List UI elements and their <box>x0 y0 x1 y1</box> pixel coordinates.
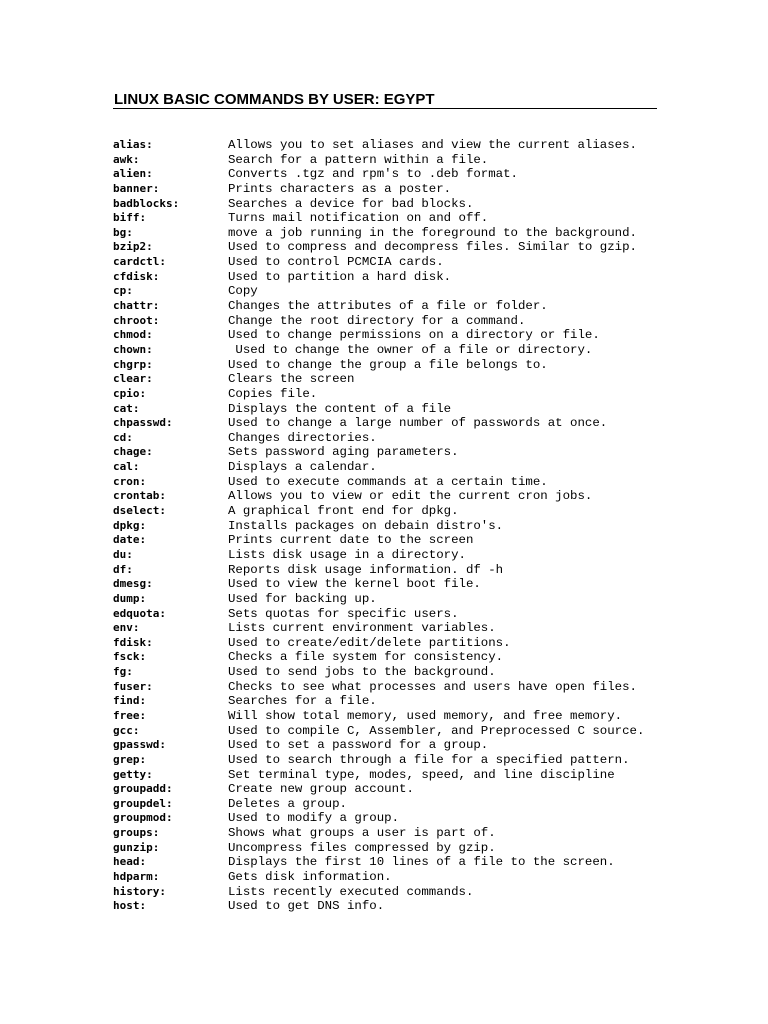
command-description: Used to modify a group. <box>228 811 400 826</box>
command-row <box>113 475 673 490</box>
command-description: Used to execute commands at a certain time. <box>228 474 548 489</box>
command-name: edquota: <box>113 606 166 620</box>
command-row <box>113 563 673 578</box>
command-name: chpasswd: <box>113 416 173 430</box>
command-row <box>113 533 673 548</box>
command-name: groupmod: <box>113 811 173 825</box>
command-name: dselect: <box>113 504 166 518</box>
command-name: cal: <box>113 460 140 474</box>
command-name: groups: <box>113 826 160 840</box>
command-description: Reports disk usage information. df -h <box>228 562 504 577</box>
command-name: chroot: <box>113 313 160 327</box>
command-row <box>113 577 673 592</box>
command-row <box>113 138 673 153</box>
command-name: crontab: <box>113 489 166 503</box>
command-name: cpio: <box>113 386 147 400</box>
command-description: Clears the screen <box>228 372 355 387</box>
command-row <box>113 826 673 841</box>
command-row <box>113 431 673 446</box>
command-row <box>113 899 673 914</box>
command-name: badblocks: <box>113 196 180 210</box>
command-row <box>113 724 673 739</box>
command-name: chown: <box>113 342 153 356</box>
command-row <box>113 167 673 182</box>
command-name: fsck: <box>113 650 147 664</box>
command-description: Checks a file system for consistency. <box>228 650 504 665</box>
command-row <box>113 182 673 197</box>
command-name: fg: <box>113 665 133 679</box>
command-row <box>113 460 673 475</box>
command-description: Used to compile C, Assembler, and Preprocessed C source. <box>228 723 645 738</box>
command-description: Copy <box>228 284 258 299</box>
command-description: Changes directories. <box>228 430 377 445</box>
command-name: grep: <box>113 752 147 766</box>
command-description: Searches a device for bad blocks. <box>228 196 474 211</box>
command-row <box>113 343 673 358</box>
command-name: cfdisk: <box>113 269 160 283</box>
command-row <box>113 489 673 504</box>
command-description: Used to view the kernel boot file. <box>228 577 481 592</box>
command-name: banner: <box>113 181 160 195</box>
command-list <box>113 138 673 914</box>
command-row <box>113 753 673 768</box>
command-row <box>113 211 673 226</box>
command-name: history: <box>113 884 166 898</box>
command-row <box>113 372 673 387</box>
command-name: alien: <box>113 167 153 181</box>
command-description: move a job running in the foreground to the background. <box>228 225 637 240</box>
command-name: fdisk: <box>113 635 153 649</box>
command-row <box>113 387 673 402</box>
command-description: Used to compress and decompress files. Similar to gzip. <box>228 240 637 255</box>
command-name: cp: <box>113 284 133 298</box>
command-row <box>113 592 673 607</box>
command-description: Used to create/edit/delete partitions. <box>228 635 511 650</box>
command-name: groupadd: <box>113 782 173 796</box>
title-underline <box>113 108 657 109</box>
command-description: Used to change a large number of passwords at once. <box>228 416 608 431</box>
command-description: Used to search through a file for a specified pattern. <box>228 752 630 767</box>
command-description: Used to change the group a file belongs to. <box>228 357 548 372</box>
command-name: df: <box>113 562 133 576</box>
command-name: dpkg: <box>113 518 147 532</box>
command-description: Displays the first 10 lines of a file to the screen. <box>228 855 615 870</box>
command-name: awk: <box>113 152 140 166</box>
command-row <box>113 768 673 783</box>
command-description: Change the root directory for a command. <box>228 313 526 328</box>
command-description: Lists current environment variables. <box>228 621 496 636</box>
command-row <box>113 299 673 314</box>
command-row <box>113 358 673 373</box>
command-row <box>113 680 673 695</box>
command-name: du: <box>113 547 133 561</box>
command-description: Search for a pattern within a file. <box>228 152 489 167</box>
command-row <box>113 240 673 255</box>
command-name: alias: <box>113 138 153 151</box>
command-name: cardctl: <box>113 255 166 269</box>
command-name: clear: <box>113 372 153 386</box>
command-name: groupdel: <box>113 796 173 810</box>
command-description: Used to control PCMCIA cards. <box>228 255 444 270</box>
command-description: Used to partition a hard disk. <box>228 269 452 284</box>
command-row <box>113 870 673 885</box>
command-row <box>113 328 673 343</box>
command-description: Lists disk usage in a directory. <box>228 547 466 562</box>
command-name: dmesg: <box>113 577 153 591</box>
command-row <box>113 226 673 241</box>
command-description: Turns mail notification on and off. <box>228 211 489 226</box>
command-row <box>113 885 673 900</box>
command-name: gcc: <box>113 723 140 737</box>
command-description: Create new group account. <box>228 782 414 797</box>
command-description: Displays a calendar. <box>228 460 377 475</box>
command-description: Set terminal type, modes, speed, and line discipline <box>228 767 615 782</box>
command-description: Copies file. <box>228 386 318 401</box>
command-name: chmod: <box>113 328 153 342</box>
command-name: getty: <box>113 767 153 781</box>
command-description: Uncompress files compressed by gzip. <box>228 840 496 855</box>
command-description: Used to get DNS info. <box>228 899 385 914</box>
command-row <box>113 519 673 534</box>
command-name: date: <box>113 533 147 547</box>
command-name: env: <box>113 621 140 635</box>
command-description: Lists recently executed commands. <box>228 884 474 899</box>
command-description: Sets quotas for specific users. <box>228 606 459 621</box>
command-description: Converts .tgz and rpm's to .deb format. <box>228 167 518 182</box>
command-name: chattr: <box>113 299 160 313</box>
command-description: Deletes a group. <box>228 796 347 811</box>
command-row <box>113 153 673 168</box>
command-description: Allows you to set aliases and view the current aliases. <box>228 138 637 152</box>
command-row <box>113 504 673 519</box>
command-row <box>113 255 673 270</box>
command-row <box>113 402 673 417</box>
command-row <box>113 738 673 753</box>
command-description: Used to set a password for a group. <box>228 738 489 753</box>
command-name: head: <box>113 855 147 869</box>
command-description: Used to change the owner of a file or directory. <box>228 342 593 357</box>
command-name: free: <box>113 708 147 722</box>
command-row <box>113 607 673 622</box>
command-row <box>113 782 673 797</box>
command-row <box>113 694 673 709</box>
command-row <box>113 270 673 285</box>
command-name: fuser: <box>113 679 153 693</box>
page-title: LINUX BASIC COMMANDS BY USER: EGYPT <box>114 91 435 108</box>
command-row <box>113 709 673 724</box>
command-name: dump: <box>113 591 147 605</box>
command-description: Sets password aging parameters. <box>228 445 459 460</box>
command-name: gpasswd: <box>113 738 166 752</box>
command-description: Changes the attributes of a file or folder. <box>228 299 548 314</box>
command-description: A graphical front end for dpkg. <box>228 504 459 519</box>
command-name: biff: <box>113 211 147 225</box>
command-row <box>113 621 673 636</box>
command-name: host: <box>113 899 147 913</box>
command-row <box>113 416 673 431</box>
command-name: chgrp: <box>113 357 153 371</box>
command-row <box>113 665 673 680</box>
command-row <box>113 197 673 212</box>
command-name: bzip2: <box>113 240 153 254</box>
command-row <box>113 797 673 812</box>
command-description: Prints current date to the screen <box>228 533 474 548</box>
command-row <box>113 548 673 563</box>
command-row <box>113 636 673 651</box>
command-description: Gets disk information. <box>228 870 392 885</box>
command-row <box>113 841 673 856</box>
command-description: Installs packages on debain distro's. <box>228 518 504 533</box>
command-description: Will show total memory, used memory, and free memory. <box>228 708 623 723</box>
command-description: Checks to see what processes and users have open files. <box>228 679 637 694</box>
command-description: Searches for a file. <box>228 694 377 709</box>
command-row <box>113 855 673 870</box>
command-row <box>113 314 673 329</box>
command-name: cd: <box>113 430 133 444</box>
command-name: gunzip: <box>113 840 160 854</box>
command-row <box>113 650 673 665</box>
command-name: chage: <box>113 445 153 459</box>
command-description: Used to change permissions on a directory or file. <box>228 328 600 343</box>
command-name: hdparm: <box>113 870 160 884</box>
command-name: cron: <box>113 474 147 488</box>
command-name: bg: <box>113 225 133 239</box>
command-description: Used for backing up. <box>228 591 377 606</box>
command-description: Displays the content of a file <box>228 401 452 416</box>
command-row <box>113 811 673 826</box>
command-name: cat: <box>113 401 140 415</box>
command-description: Shows what groups a user is part of. <box>228 826 496 841</box>
command-row <box>113 445 673 460</box>
command-description: Prints characters as a poster. <box>228 181 452 196</box>
command-description: Allows you to view or edit the current cron jobs. <box>228 489 593 504</box>
command-name: find: <box>113 694 147 708</box>
command-row <box>113 284 673 299</box>
command-description: Used to send jobs to the background. <box>228 665 496 680</box>
